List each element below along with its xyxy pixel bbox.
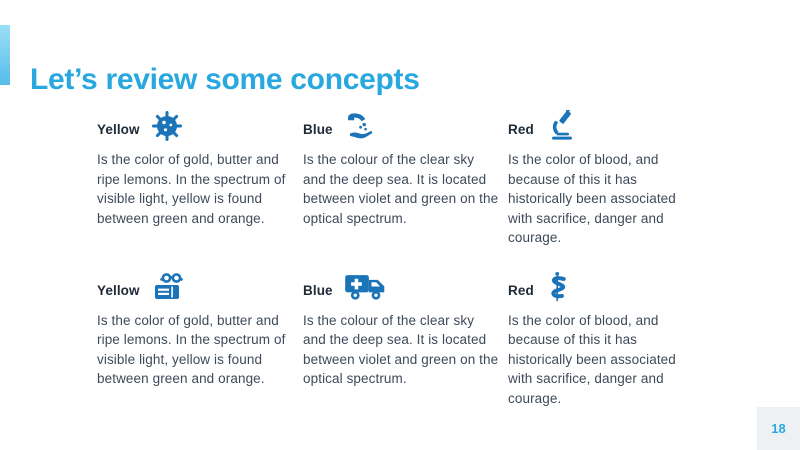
concepts-grid: [97, 108, 714, 408]
hand-wash-icon: [344, 110, 376, 142]
concept-header: [508, 269, 714, 303]
page-number: 18: [771, 421, 786, 436]
virus-icon: [151, 110, 183, 142]
concept-header: [303, 269, 508, 303]
concept-card-red-1: [508, 108, 714, 248]
ambulance-icon: [344, 271, 387, 303]
concept-text: Is the color of gold, butter and ripe lemons. In the spectrum of visible light, yellow is found between green and orange.: [97, 152, 286, 226]
concept-card-yellow-1: [97, 108, 303, 248]
concept-card-yellow-2: [97, 269, 303, 409]
goggles-kit-icon: [151, 271, 185, 303]
concept-card-red-2: [508, 269, 714, 409]
concept-label: Blue: [303, 122, 333, 137]
concept-text: Is the colour of the clear sky and the deep sea. It is located between violet and green on the optical spectrum.: [303, 152, 499, 226]
concept-label: Red: [508, 282, 534, 298]
concept-label: Red: [508, 122, 534, 137]
concept-text: Is the color of blood, and because of this it has historically been associated with sacrifice, danger and courage.: [508, 312, 676, 406]
microscope-icon: [545, 110, 577, 142]
concept-label: Yellow: [97, 122, 140, 137]
concept-card-blue-1: [303, 108, 508, 248]
title-accent-bar: [0, 25, 10, 85]
asclepius-icon: [545, 271, 569, 303]
page-number-box: [757, 407, 800, 450]
concept-label: Yellow: [97, 282, 140, 298]
concept-header: [97, 108, 303, 142]
concept-text: Is the colour of the clear sky and the deep sea. It is located between violet and green on the optical spectrum.: [303, 312, 499, 386]
concept-card-blue-2: [303, 269, 508, 409]
concept-label: Blue: [303, 282, 333, 298]
concept-text: Is the color of gold, butter and ripe lemons. In the spectrum of visible light, yellow is found between green and orange.: [97, 312, 286, 386]
concept-header: [303, 108, 508, 142]
concept-text: Is the color of blood, and because of this it has historically been associated with sacrifice, danger and courage.: [508, 152, 676, 245]
page-title: Let’s review some concepts: [30, 63, 420, 97]
concept-header: [508, 108, 714, 142]
concept-header: [97, 269, 303, 303]
